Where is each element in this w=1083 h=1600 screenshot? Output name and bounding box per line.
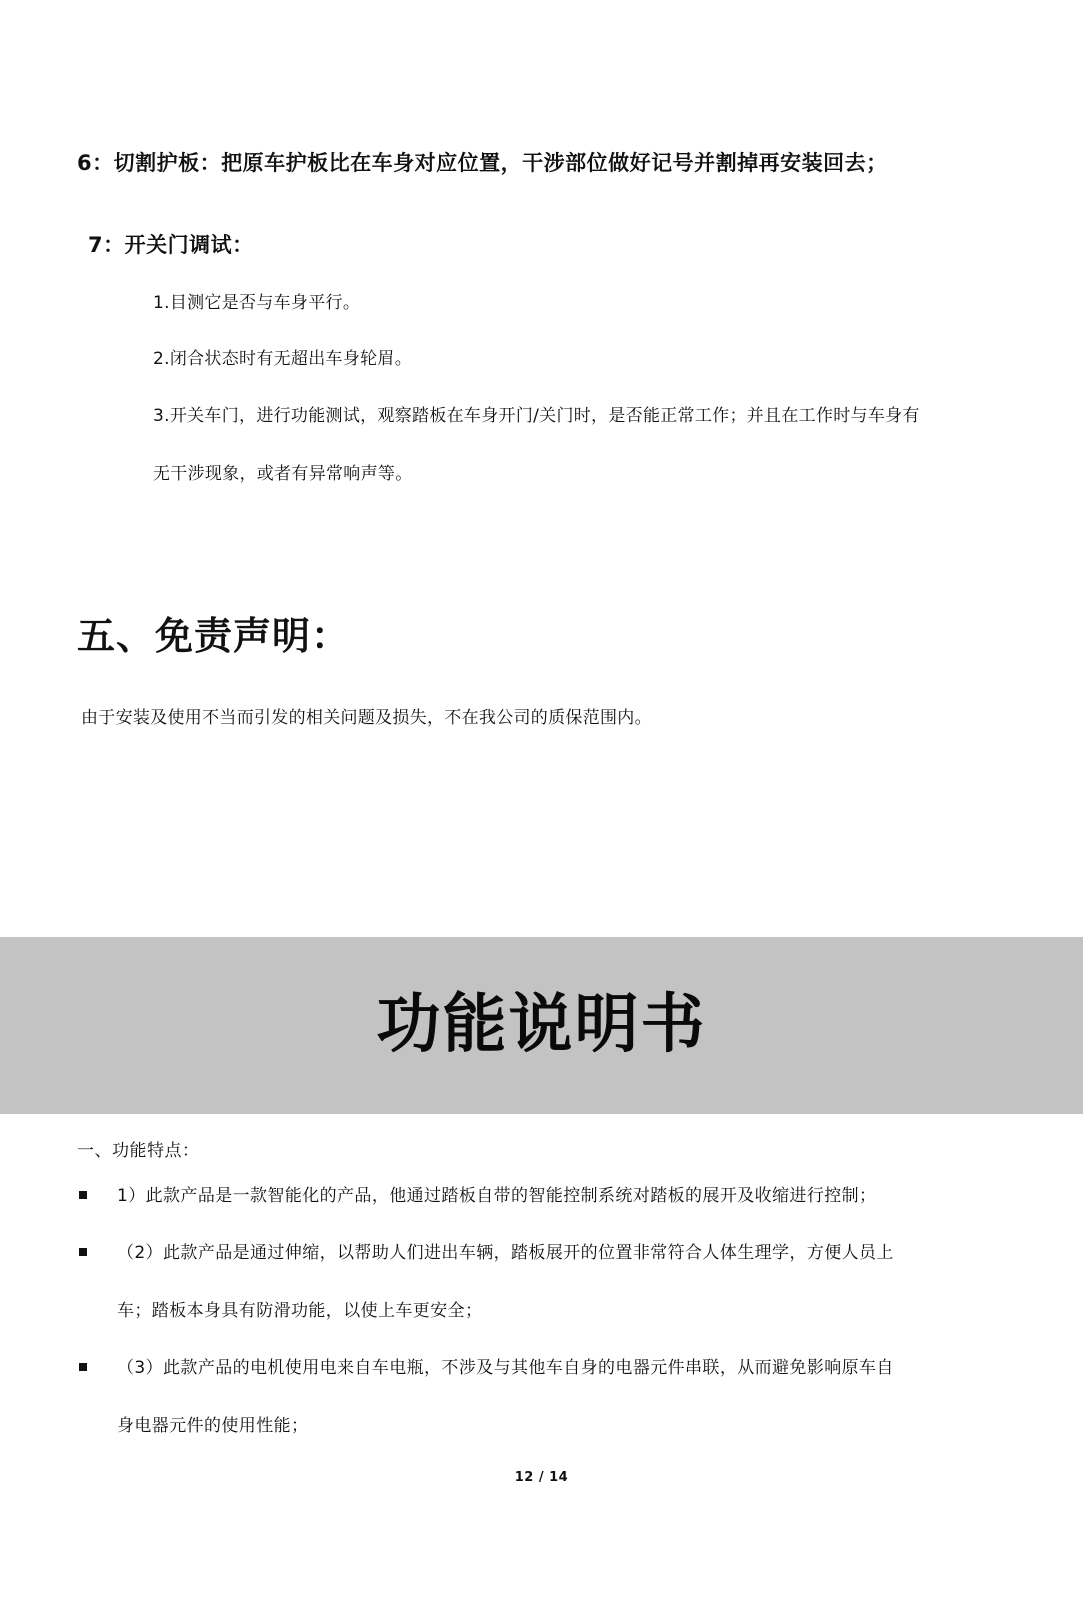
feature-item-2: （2）此款产品是通过伸缩，以帮助人们进出车辆，踏板展开的位置非常符合人体生理学，方便人员上 [117, 1243, 894, 1263]
step-7-item-3: 3.开关车门，进行功能测试，观察踏板在车身开门/关门时，是否能正常工作；并且在工作时与车身有 [153, 406, 920, 426]
features-heading: 一、功能特点： [77, 1141, 200, 1161]
manual-title: 功能说明书 [376, 988, 707, 1062]
bullet-marker [79, 1248, 87, 1256]
disclaimer-text: 由于安装及使用不当而引发的相关问题及损失，不在我公司的质保范围内。 [81, 708, 652, 728]
step-7-item-3-continued: 无干涉现象，或者有异常响声等。 [153, 464, 413, 484]
manual-title-banner [0, 937, 1083, 1114]
disclaimer-heading: 五、免责声明： [77, 614, 351, 658]
step-7-heading: 7：开关门调试： [88, 233, 254, 257]
feature-item-1: 1）此款产品是一款智能化的产品，他通过踏板自带的智能控制系统对踏板的展开及收缩进行控制； [117, 1186, 877, 1206]
bullet-marker [79, 1363, 87, 1371]
step-7-item-1: 1.目测它是否与车身平行。 [153, 293, 361, 313]
step-7-item-2: 2.闭合状态时有无超出车身轮眉。 [153, 349, 413, 369]
feature-item-3: （3）此款产品的电机使用电来自车电瓶，不涉及与其他车自身的电器元件串联，从而避免影响原车自 [117, 1358, 894, 1378]
feature-item-3-continued: 身电器元件的使用性能； [117, 1416, 309, 1436]
step-6-heading: 6：切割护板：把原车护板比在车身对应位置，干涉部位做好记号并割掉再安装回去； [77, 151, 888, 175]
feature-item-2-continued: 车；踏板本身具有防滑功能，以使上车更安全； [117, 1301, 483, 1321]
bullet-marker [79, 1191, 87, 1199]
page-number: 12 / 14 [514, 1470, 569, 1485]
